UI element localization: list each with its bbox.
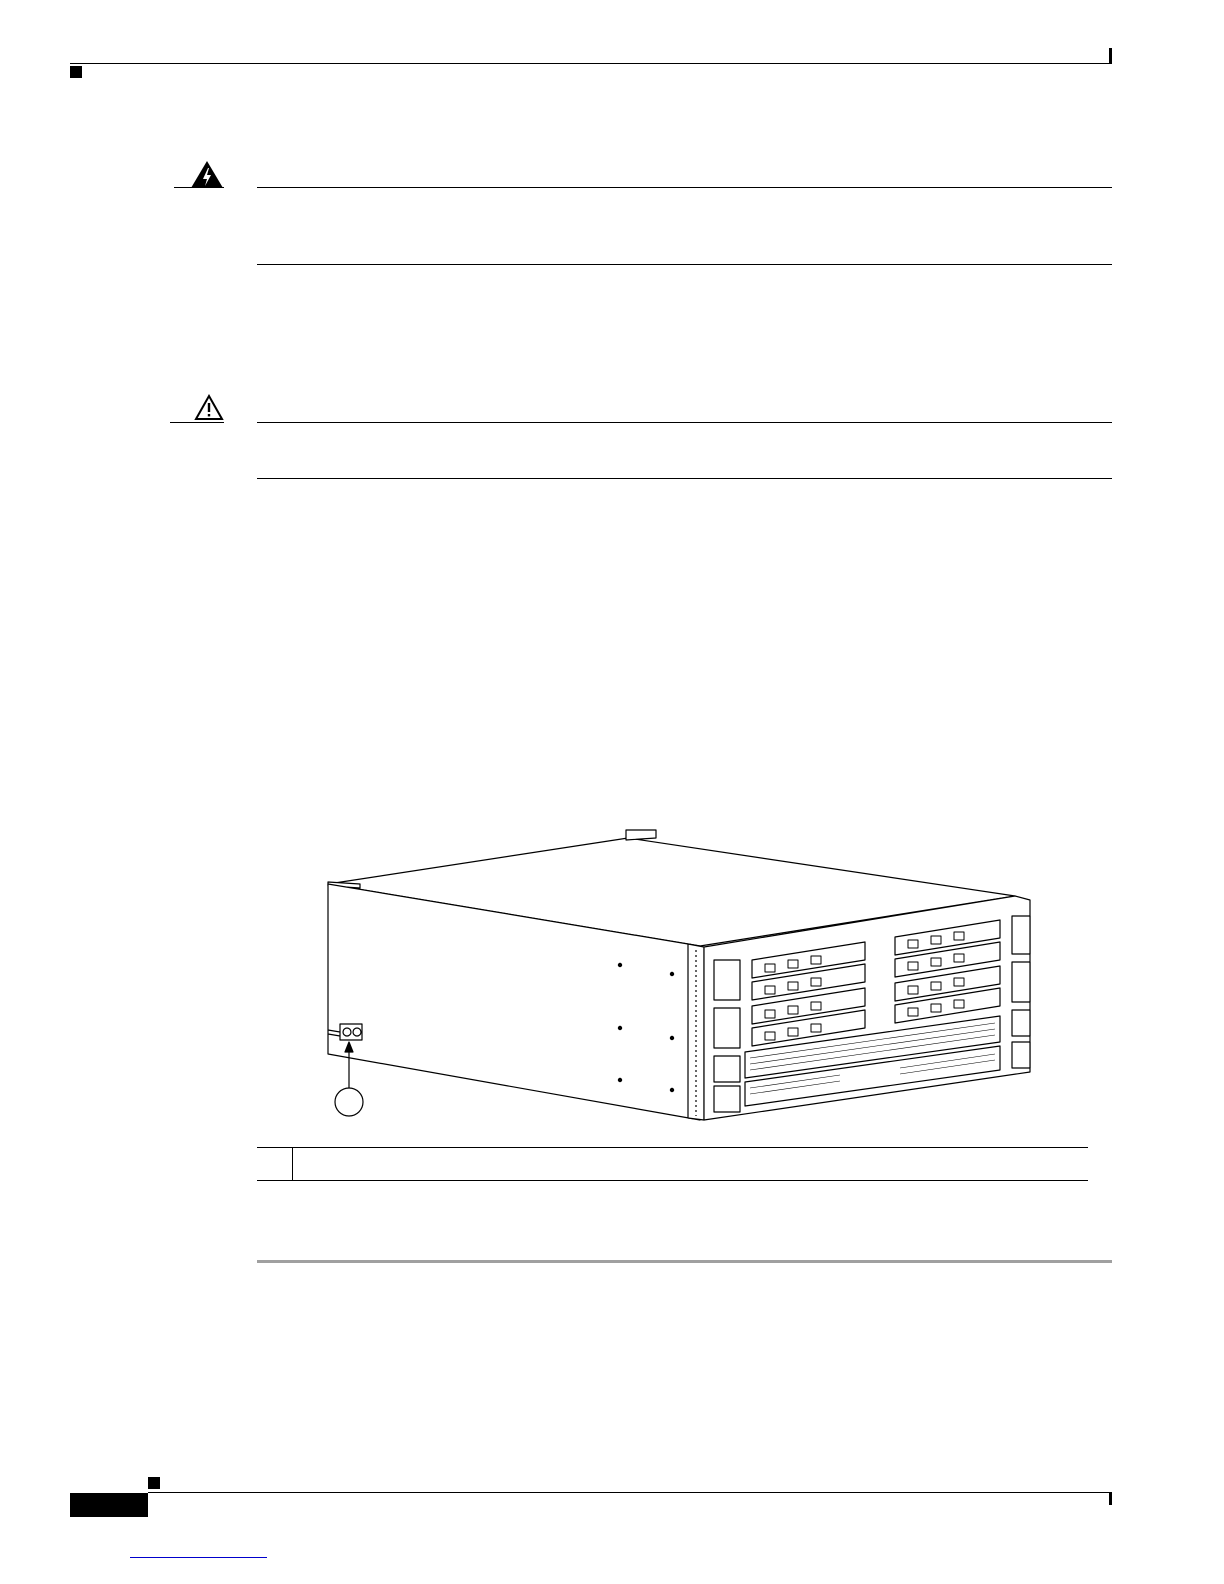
caution-triangle-icon	[194, 394, 224, 422]
caution-bottom-rule	[257, 478, 1112, 479]
warning-top-rule	[257, 187, 1112, 188]
footer-rule	[148, 1492, 1112, 1493]
footer-page-marker	[70, 1493, 148, 1517]
warning-icon-underline	[174, 187, 224, 188]
caution-top-rule	[257, 422, 1112, 423]
header-rule	[70, 63, 1112, 64]
electrical-hazard-icon	[190, 160, 224, 190]
procedure-end-rule	[257, 1260, 1112, 1263]
legend-bottom-rule	[257, 1180, 1088, 1181]
header-left-marker	[70, 66, 82, 78]
legend-top-rule	[257, 1147, 1088, 1148]
header-top-right-tick	[1109, 48, 1112, 64]
legend-column-divider	[292, 1147, 293, 1180]
footer-right-tick	[1109, 1493, 1112, 1505]
warning-bottom-rule	[257, 264, 1112, 265]
chassis-illustration	[300, 820, 1040, 1130]
footer-corner-marker	[148, 1477, 160, 1489]
chassis-drawing	[300, 820, 1040, 1130]
caution-icon-underline	[170, 422, 224, 423]
footer-link-underline[interactable]	[130, 1557, 267, 1558]
